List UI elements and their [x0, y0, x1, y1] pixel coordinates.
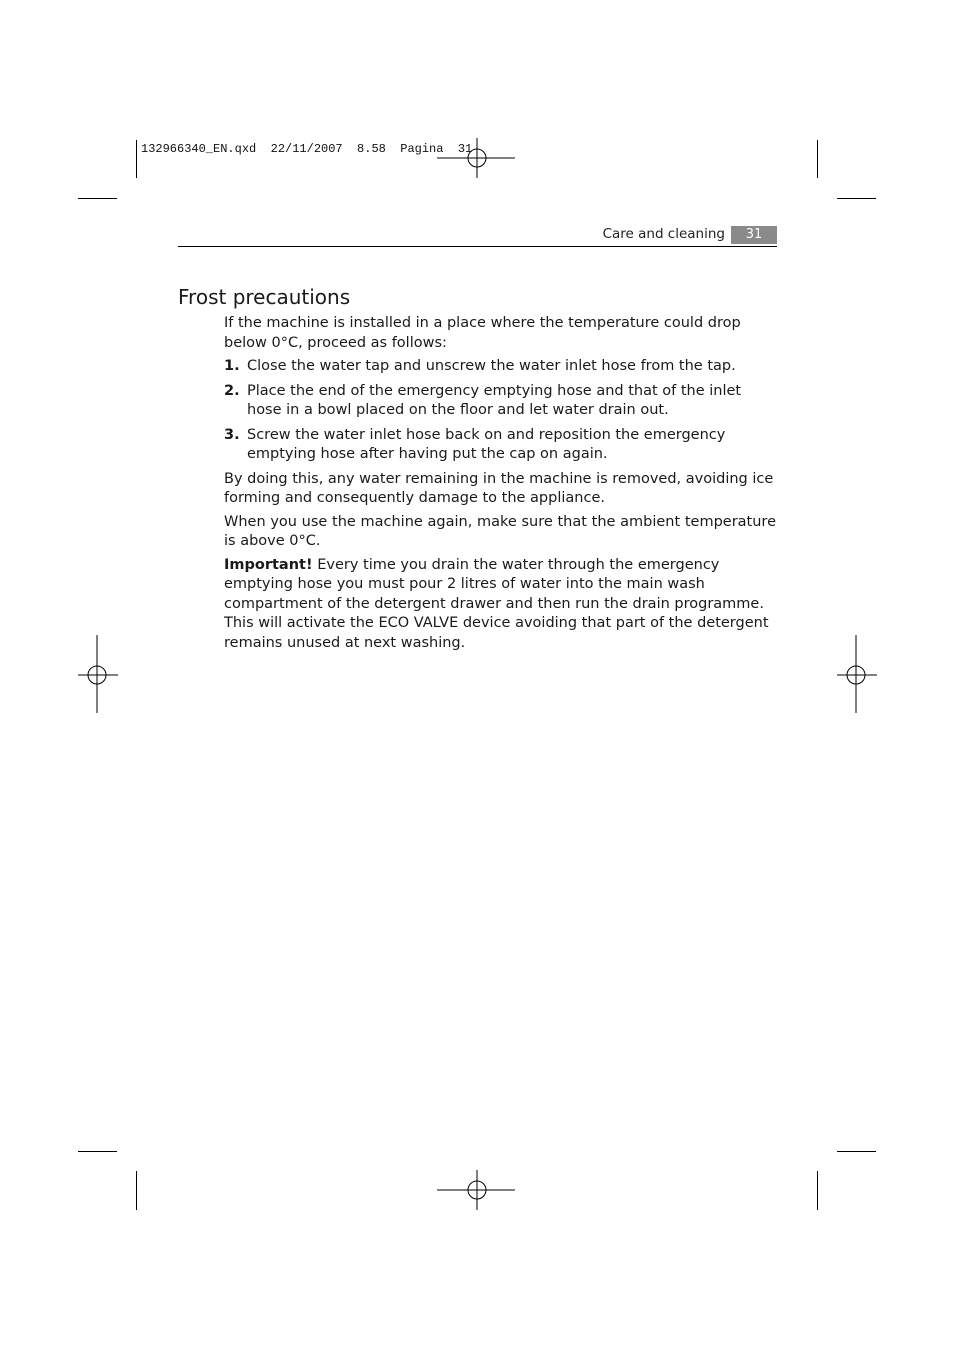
- print-slug: 132966340_EN.qxd 22/11/2007 8.58 Pagina 31: [141, 142, 473, 156]
- important-text: Every time you drain the water through the emergency emptying hose you must pour 2 litres of water into the main wash compartment of the detergent drawer and then run the drain programme. This will activate the ECO VALVE device avoiding that part of the detergent remains unused at next washing.: [224, 556, 769, 651]
- step-item: [224, 357, 776, 377]
- step-text: Place the end of the emergency emptying hose and that of the inlet hose in a bowl placed on the floor and let water drain out.: [247, 382, 742, 418]
- registration-mark-bottom-icon: [437, 1150, 517, 1230]
- registration-mark-top-icon: [437, 120, 517, 200]
- crop-mark-bottom-left-vertical: [136, 1171, 137, 1210]
- paragraph-reuse: When you use the machine again, make sure that the ambient temperature is above 0°C.: [224, 513, 776, 549]
- crop-mark-top-left-vertical: [136, 140, 137, 178]
- registration-mark-left-icon: [58, 635, 138, 715]
- crop-mark-top-right-horizontal: [837, 198, 876, 199]
- body-text: [224, 314, 776, 657]
- section-header: Care and cleaning: [602, 226, 725, 242]
- page-number-badge: 31: [731, 226, 777, 244]
- crop-mark-top-left-horizontal: [78, 198, 117, 199]
- crop-mark-bottom-right-horizontal: [837, 1151, 876, 1152]
- header-rule: [178, 246, 777, 247]
- step-number: 3.: [224, 426, 240, 443]
- crop-mark-bottom-left-horizontal: [78, 1151, 117, 1152]
- step-item: [224, 426, 776, 465]
- crop-mark-top-right-vertical: [817, 140, 818, 178]
- step-text: Screw the water inlet hose back on and reposition the emergency emptying hose after having put the cap on again.: [247, 426, 726, 462]
- paragraph-result: By doing this, any water remaining in the machine is removed, avoiding ice forming and consequently damage to the appliance.: [224, 470, 774, 506]
- step-text: Close the water tap and unscrew the water inlet hose from the tap.: [247, 358, 736, 374]
- registration-mark-right-icon: [817, 635, 897, 715]
- important-note: [224, 556, 776, 654]
- step-number: 1.: [224, 358, 240, 374]
- crop-mark-bottom-right-vertical: [817, 1171, 818, 1210]
- page-title: Frost precautions: [178, 285, 351, 309]
- step-item: [224, 382, 776, 421]
- important-label: Important!: [224, 556, 313, 573]
- intro-paragraph: If the machine is installed in a place where the temperature could drop below 0°C, proceed as follows:: [224, 315, 741, 351]
- step-list: [224, 357, 776, 465]
- step-number: 2.: [224, 382, 240, 399]
